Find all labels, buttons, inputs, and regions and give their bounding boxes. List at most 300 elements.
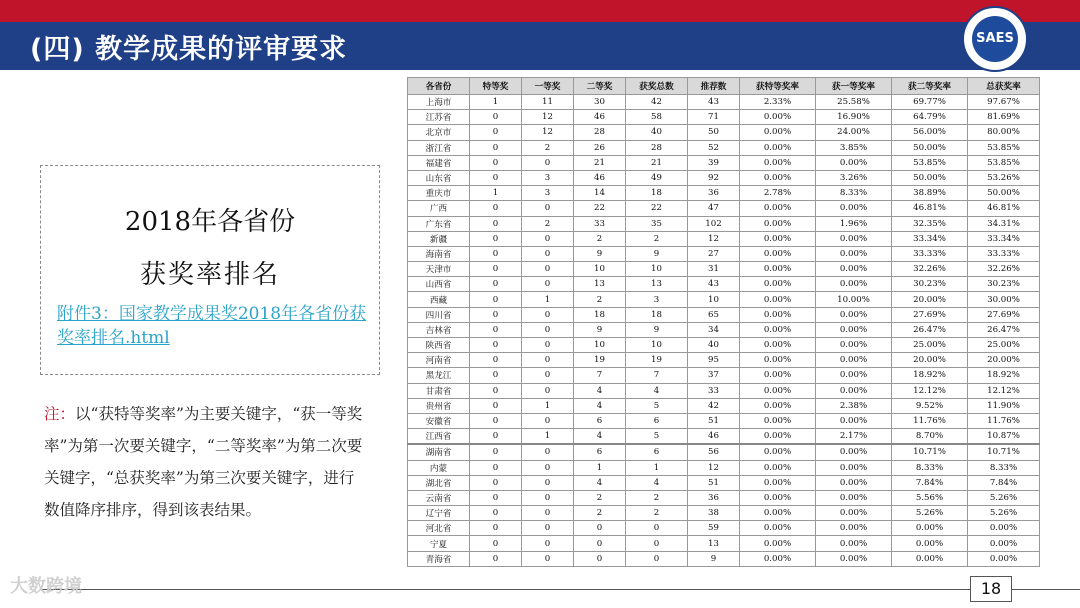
value-cell: 56.00% xyxy=(892,125,968,140)
table-row xyxy=(408,110,1040,125)
value-cell: 0.00% xyxy=(740,246,816,261)
value-cell: 0 xyxy=(470,353,522,368)
value-cell: 0 xyxy=(470,246,522,261)
value-cell: 1.96% xyxy=(816,216,892,231)
value-cell: 0.00% xyxy=(740,536,816,551)
value-cell: 0 xyxy=(470,155,522,170)
value-cell: 33.33% xyxy=(892,246,968,261)
logo-text: SAES xyxy=(972,16,1018,62)
table-row xyxy=(408,353,1040,368)
table-row xyxy=(408,186,1040,201)
column-header: 特等奖 xyxy=(470,78,522,95)
province-cell: 新疆 xyxy=(408,231,470,246)
value-cell: 30.23% xyxy=(968,277,1040,292)
value-cell: 0.00% xyxy=(740,444,816,460)
value-cell: 0 xyxy=(522,201,574,216)
value-cell: 0.00% xyxy=(740,506,816,521)
value-cell: 3.85% xyxy=(816,140,892,155)
value-cell: 0.00% xyxy=(740,322,816,337)
value-cell: 2 xyxy=(522,216,574,231)
value-cell: 4 xyxy=(574,429,626,445)
value-cell: 0 xyxy=(470,551,522,566)
value-cell: 0.00% xyxy=(968,536,1040,551)
value-cell: 0 xyxy=(470,231,522,246)
table-row xyxy=(408,125,1040,140)
province-cell: 河北省 xyxy=(408,521,470,536)
value-cell: 46 xyxy=(574,170,626,185)
table-row xyxy=(408,444,1040,460)
value-cell: 0 xyxy=(574,551,626,566)
value-cell: 0 xyxy=(470,277,522,292)
value-cell: 0 xyxy=(470,444,522,460)
province-cell: 安徽省 xyxy=(408,413,470,428)
value-cell: 0 xyxy=(470,368,522,383)
value-cell: 38 xyxy=(688,506,740,521)
province-cell: 青海省 xyxy=(408,551,470,566)
province-cell: 辽宁省 xyxy=(408,506,470,521)
value-cell: 35 xyxy=(626,216,688,231)
table-row xyxy=(408,262,1040,277)
value-cell: 0.00% xyxy=(816,490,892,505)
value-cell: 9 xyxy=(626,322,688,337)
value-cell: 30.23% xyxy=(892,277,968,292)
value-cell: 5.26% xyxy=(968,506,1040,521)
value-cell: 4 xyxy=(626,383,688,398)
value-cell: 16.90% xyxy=(816,110,892,125)
value-cell: 0 xyxy=(522,383,574,398)
value-cell: 1 xyxy=(470,95,522,110)
value-cell: 2.38% xyxy=(816,398,892,413)
value-cell: 28 xyxy=(574,125,626,140)
table-row xyxy=(408,475,1040,490)
table-row xyxy=(408,521,1040,536)
value-cell: 3 xyxy=(522,186,574,201)
value-cell: 0 xyxy=(470,170,522,185)
value-cell: 0.00% xyxy=(740,398,816,413)
value-cell: 0 xyxy=(522,490,574,505)
province-cell: 甘肃省 xyxy=(408,383,470,398)
value-cell: 65 xyxy=(688,307,740,322)
page-title: (四) 教学成果的评审要求 xyxy=(30,34,348,65)
value-cell: 1 xyxy=(522,429,574,445)
value-cell: 0 xyxy=(470,292,522,307)
value-cell: 59 xyxy=(688,521,740,536)
table-header-row xyxy=(408,78,1040,95)
province-cell: 上海市 xyxy=(408,95,470,110)
value-cell: 1 xyxy=(522,398,574,413)
value-cell: 0 xyxy=(522,444,574,460)
value-cell: 0.00% xyxy=(816,155,892,170)
province-cell: 河南省 xyxy=(408,353,470,368)
value-cell: 0 xyxy=(522,338,574,353)
province-cell: 云南省 xyxy=(408,490,470,505)
value-cell: 10 xyxy=(626,338,688,353)
value-cell: 0.00% xyxy=(740,125,816,140)
province-cell: 广东省 xyxy=(408,216,470,231)
province-cell: 贵州省 xyxy=(408,398,470,413)
value-cell: 0 xyxy=(470,383,522,398)
value-cell: 0.00% xyxy=(816,307,892,322)
ranking-table-wrap xyxy=(407,77,1039,567)
value-cell: 8.33% xyxy=(892,460,968,475)
table-row xyxy=(408,338,1040,353)
value-cell: 33.34% xyxy=(968,231,1040,246)
value-cell: 0.00% xyxy=(740,277,816,292)
value-cell: 2 xyxy=(626,490,688,505)
value-cell: 12 xyxy=(522,110,574,125)
value-cell: 9.52% xyxy=(892,398,968,413)
value-cell: 0.00% xyxy=(816,231,892,246)
value-cell: 31 xyxy=(688,262,740,277)
value-cell: 6 xyxy=(626,413,688,428)
value-cell: 14 xyxy=(574,186,626,201)
value-cell: 33 xyxy=(574,216,626,231)
value-cell: 18 xyxy=(626,307,688,322)
column-header: 获二等奖率 xyxy=(892,78,968,95)
value-cell: 5 xyxy=(626,398,688,413)
value-cell: 0 xyxy=(470,140,522,155)
column-header: 总获奖率 xyxy=(968,78,1040,95)
value-cell: 1 xyxy=(522,292,574,307)
value-cell: 47 xyxy=(688,201,740,216)
value-cell: 0 xyxy=(522,262,574,277)
value-cell: 0 xyxy=(522,155,574,170)
value-cell: 5 xyxy=(626,429,688,445)
value-cell: 0.00% xyxy=(740,353,816,368)
table-row xyxy=(408,460,1040,475)
value-cell: 50.00% xyxy=(892,170,968,185)
value-cell: 0 xyxy=(522,475,574,490)
value-cell: 69.77% xyxy=(892,95,968,110)
value-cell: 46 xyxy=(688,429,740,445)
value-cell: 24.00% xyxy=(816,125,892,140)
table-row xyxy=(408,398,1040,413)
value-cell: 1 xyxy=(626,460,688,475)
value-cell: 5.26% xyxy=(892,506,968,521)
value-cell: 30 xyxy=(574,95,626,110)
value-cell: 56 xyxy=(688,444,740,460)
table-row xyxy=(408,246,1040,261)
value-cell: 53.85% xyxy=(968,155,1040,170)
value-cell: 0.00% xyxy=(740,460,816,475)
value-cell: 2.33% xyxy=(740,95,816,110)
table-row xyxy=(408,170,1040,185)
table-row xyxy=(408,95,1040,110)
value-cell: 0.00% xyxy=(816,444,892,460)
value-cell: 0 xyxy=(470,262,522,277)
province-cell: 四川省 xyxy=(408,307,470,322)
table-row xyxy=(408,155,1040,170)
value-cell: 0 xyxy=(522,460,574,475)
value-cell: 43 xyxy=(688,95,740,110)
value-cell: 0.00% xyxy=(816,262,892,277)
value-cell: 0 xyxy=(522,506,574,521)
value-cell: 7 xyxy=(626,368,688,383)
attachment-link[interactable]: 附件3：国家教学成果奖2018年各省份获奖率排名.html xyxy=(57,304,367,348)
province-cell: 山西省 xyxy=(408,277,470,292)
value-cell: 32.26% xyxy=(968,262,1040,277)
value-cell: 10 xyxy=(574,262,626,277)
value-cell: 1 xyxy=(574,460,626,475)
value-cell: 0 xyxy=(522,246,574,261)
highlight-box xyxy=(40,165,380,375)
value-cell: 0 xyxy=(522,413,574,428)
value-cell: 0 xyxy=(522,277,574,292)
province-cell: 湖南省 xyxy=(408,444,470,460)
value-cell: 0 xyxy=(522,353,574,368)
value-cell: 27.69% xyxy=(892,307,968,322)
province-cell: 湖北省 xyxy=(408,475,470,490)
value-cell: 0.00% xyxy=(740,231,816,246)
value-cell: 0 xyxy=(522,231,574,246)
value-cell: 0.00% xyxy=(968,521,1040,536)
value-cell: 53.85% xyxy=(892,155,968,170)
value-cell: 2 xyxy=(574,231,626,246)
table-row xyxy=(408,140,1040,155)
column-header: 各省份 xyxy=(408,78,470,95)
value-cell: 0.00% xyxy=(740,110,816,125)
value-cell: 0 xyxy=(470,125,522,140)
value-cell: 20.00% xyxy=(892,353,968,368)
value-cell: 21 xyxy=(574,155,626,170)
value-cell: 18 xyxy=(574,307,626,322)
value-cell: 12.12% xyxy=(892,383,968,398)
footer-line xyxy=(40,589,1080,590)
value-cell: 2 xyxy=(626,506,688,521)
value-cell: 10.71% xyxy=(968,444,1040,460)
value-cell: 26.47% xyxy=(968,322,1040,337)
value-cell: 8.33% xyxy=(968,460,1040,475)
value-cell: 8.33% xyxy=(816,186,892,201)
value-cell: 0.00% xyxy=(816,506,892,521)
value-cell: 36 xyxy=(688,186,740,201)
value-cell: 0.00% xyxy=(740,551,816,566)
note-text xyxy=(44,398,364,526)
province-cell: 宁夏 xyxy=(408,536,470,551)
value-cell: 53.26% xyxy=(968,170,1040,185)
value-cell: 0 xyxy=(470,307,522,322)
value-cell: 25.00% xyxy=(892,338,968,353)
value-cell: 51 xyxy=(688,475,740,490)
table-body xyxy=(408,95,1040,567)
value-cell: 0.00% xyxy=(740,307,816,322)
value-cell: 12 xyxy=(688,231,740,246)
value-cell: 0.00% xyxy=(816,353,892,368)
value-cell: 27 xyxy=(688,246,740,261)
value-cell: 2 xyxy=(626,231,688,246)
value-cell: 26.47% xyxy=(892,322,968,337)
value-cell: 7 xyxy=(574,368,626,383)
table-row xyxy=(408,413,1040,428)
table-row xyxy=(408,506,1040,521)
value-cell: 0.00% xyxy=(740,201,816,216)
value-cell: 9 xyxy=(574,322,626,337)
value-cell: 0 xyxy=(470,521,522,536)
value-cell: 32.35% xyxy=(892,216,968,231)
value-cell: 0.00% xyxy=(892,536,968,551)
value-cell: 52 xyxy=(688,140,740,155)
column-header: 一等奖 xyxy=(522,78,574,95)
value-cell: 40 xyxy=(626,125,688,140)
value-cell: 10.00% xyxy=(816,292,892,307)
value-cell: 11.76% xyxy=(968,413,1040,428)
value-cell: 0 xyxy=(470,201,522,216)
value-cell: 0.00% xyxy=(816,322,892,337)
table-row xyxy=(408,368,1040,383)
value-cell: 81.69% xyxy=(968,110,1040,125)
value-cell: 10.87% xyxy=(968,429,1040,445)
value-cell: 22 xyxy=(574,201,626,216)
value-cell: 3.26% xyxy=(816,170,892,185)
value-cell: 51 xyxy=(688,413,740,428)
province-cell: 西藏 xyxy=(408,292,470,307)
value-cell: 1 xyxy=(470,186,522,201)
value-cell: 33.34% xyxy=(892,231,968,246)
value-cell: 0 xyxy=(470,216,522,231)
value-cell: 0 xyxy=(470,110,522,125)
value-cell: 0 xyxy=(470,338,522,353)
value-cell: 0 xyxy=(470,475,522,490)
value-cell: 13 xyxy=(626,277,688,292)
value-cell: 0.00% xyxy=(816,383,892,398)
province-cell: 浙江省 xyxy=(408,140,470,155)
province-cell: 北京市 xyxy=(408,125,470,140)
value-cell: 97.67% xyxy=(968,95,1040,110)
note-lead: 注： xyxy=(44,405,76,423)
value-cell: 0.00% xyxy=(816,536,892,551)
value-cell: 25.58% xyxy=(816,95,892,110)
table-row xyxy=(408,277,1040,292)
value-cell: 0.00% xyxy=(740,140,816,155)
watermark: 大数跨境 xyxy=(10,576,82,597)
box-heading-line2: 获奖率排名 xyxy=(139,260,280,290)
table-row xyxy=(408,201,1040,216)
value-cell: 0.00% xyxy=(740,338,816,353)
value-cell: 32.26% xyxy=(892,262,968,277)
value-cell: 53.85% xyxy=(968,140,1040,155)
value-cell: 80.00% xyxy=(968,125,1040,140)
value-cell: 0.00% xyxy=(740,155,816,170)
box-heading-line1: 2018年各省份 xyxy=(124,207,296,237)
value-cell: 19 xyxy=(626,353,688,368)
value-cell: 0 xyxy=(574,536,626,551)
value-cell: 50 xyxy=(688,125,740,140)
value-cell: 0.00% xyxy=(740,413,816,428)
province-cell: 福建省 xyxy=(408,155,470,170)
value-cell: 28 xyxy=(626,140,688,155)
value-cell: 18.92% xyxy=(892,368,968,383)
table-row xyxy=(408,383,1040,398)
province-cell: 海南省 xyxy=(408,246,470,261)
value-cell: 10 xyxy=(574,338,626,353)
value-cell: 0.00% xyxy=(740,170,816,185)
value-cell: 11.76% xyxy=(892,413,968,428)
table-row xyxy=(408,231,1040,246)
page-number: 18 xyxy=(970,576,1012,602)
value-cell: 0 xyxy=(470,413,522,428)
value-cell: 12.12% xyxy=(968,383,1040,398)
value-cell: 26 xyxy=(574,140,626,155)
province-cell: 重庆市 xyxy=(408,186,470,201)
value-cell: 39 xyxy=(688,155,740,170)
value-cell: 0 xyxy=(470,429,522,445)
value-cell: 12 xyxy=(522,125,574,140)
province-cell: 内蒙 xyxy=(408,460,470,475)
table-row xyxy=(408,307,1040,322)
value-cell: 33 xyxy=(688,383,740,398)
value-cell: 27.69% xyxy=(968,307,1040,322)
note-body: 以“获特等奖率”为主要关键字，“获一等奖率”为第一次要关键字，“二等奖率”为第二次要关键字，“总获奖率”为第三次要关键字，进行数值降序排序，得到该表结果。 xyxy=(44,405,363,519)
value-cell: 0.00% xyxy=(816,368,892,383)
value-cell: 0.00% xyxy=(816,246,892,261)
value-cell: 2.17% xyxy=(816,429,892,445)
table-row xyxy=(408,322,1040,337)
value-cell: 0.00% xyxy=(816,475,892,490)
value-cell: 49 xyxy=(626,170,688,185)
value-cell: 13 xyxy=(688,536,740,551)
value-cell: 2 xyxy=(574,490,626,505)
value-cell: 40 xyxy=(688,338,740,353)
column-header: 获特等奖率 xyxy=(740,78,816,95)
value-cell: 9 xyxy=(626,246,688,261)
value-cell: 50.00% xyxy=(968,186,1040,201)
value-cell: 0.00% xyxy=(892,521,968,536)
value-cell: 50.00% xyxy=(892,140,968,155)
province-cell: 广西 xyxy=(408,201,470,216)
value-cell: 58 xyxy=(626,110,688,125)
value-cell: 34.31% xyxy=(968,216,1040,231)
value-cell: 8.70% xyxy=(892,429,968,445)
value-cell: 4 xyxy=(626,475,688,490)
table-row xyxy=(408,292,1040,307)
value-cell: 0.00% xyxy=(816,201,892,216)
value-cell: 10.71% xyxy=(892,444,968,460)
value-cell: 0.00% xyxy=(892,551,968,566)
value-cell: 42 xyxy=(688,398,740,413)
value-cell: 95 xyxy=(688,353,740,368)
value-cell: 0.00% xyxy=(816,277,892,292)
value-cell: 2 xyxy=(574,506,626,521)
value-cell: 21 xyxy=(626,155,688,170)
value-cell: 0 xyxy=(470,322,522,337)
value-cell: 64.79% xyxy=(892,110,968,125)
column-header: 推荐数 xyxy=(688,78,740,95)
value-cell: 0 xyxy=(626,551,688,566)
value-cell: 7.84% xyxy=(892,475,968,490)
value-cell: 5.26% xyxy=(968,490,1040,505)
value-cell: 42 xyxy=(626,95,688,110)
column-header: 获奖总数 xyxy=(626,78,688,95)
value-cell: 0.00% xyxy=(816,338,892,353)
value-cell: 33.33% xyxy=(968,246,1040,261)
value-cell: 11.90% xyxy=(968,398,1040,413)
value-cell: 0.00% xyxy=(740,216,816,231)
column-header: 二等奖 xyxy=(574,78,626,95)
table-row xyxy=(408,536,1040,551)
value-cell: 0 xyxy=(574,521,626,536)
value-cell: 0 xyxy=(626,521,688,536)
value-cell: 0.00% xyxy=(740,383,816,398)
value-cell: 12 xyxy=(688,460,740,475)
ranking-table xyxy=(407,77,1040,567)
value-cell: 3 xyxy=(522,170,574,185)
value-cell: 22 xyxy=(626,201,688,216)
value-cell: 4 xyxy=(574,383,626,398)
value-cell: 71 xyxy=(688,110,740,125)
value-cell: 102 xyxy=(688,216,740,231)
value-cell: 0.00% xyxy=(740,429,816,445)
table-row xyxy=(408,429,1040,445)
